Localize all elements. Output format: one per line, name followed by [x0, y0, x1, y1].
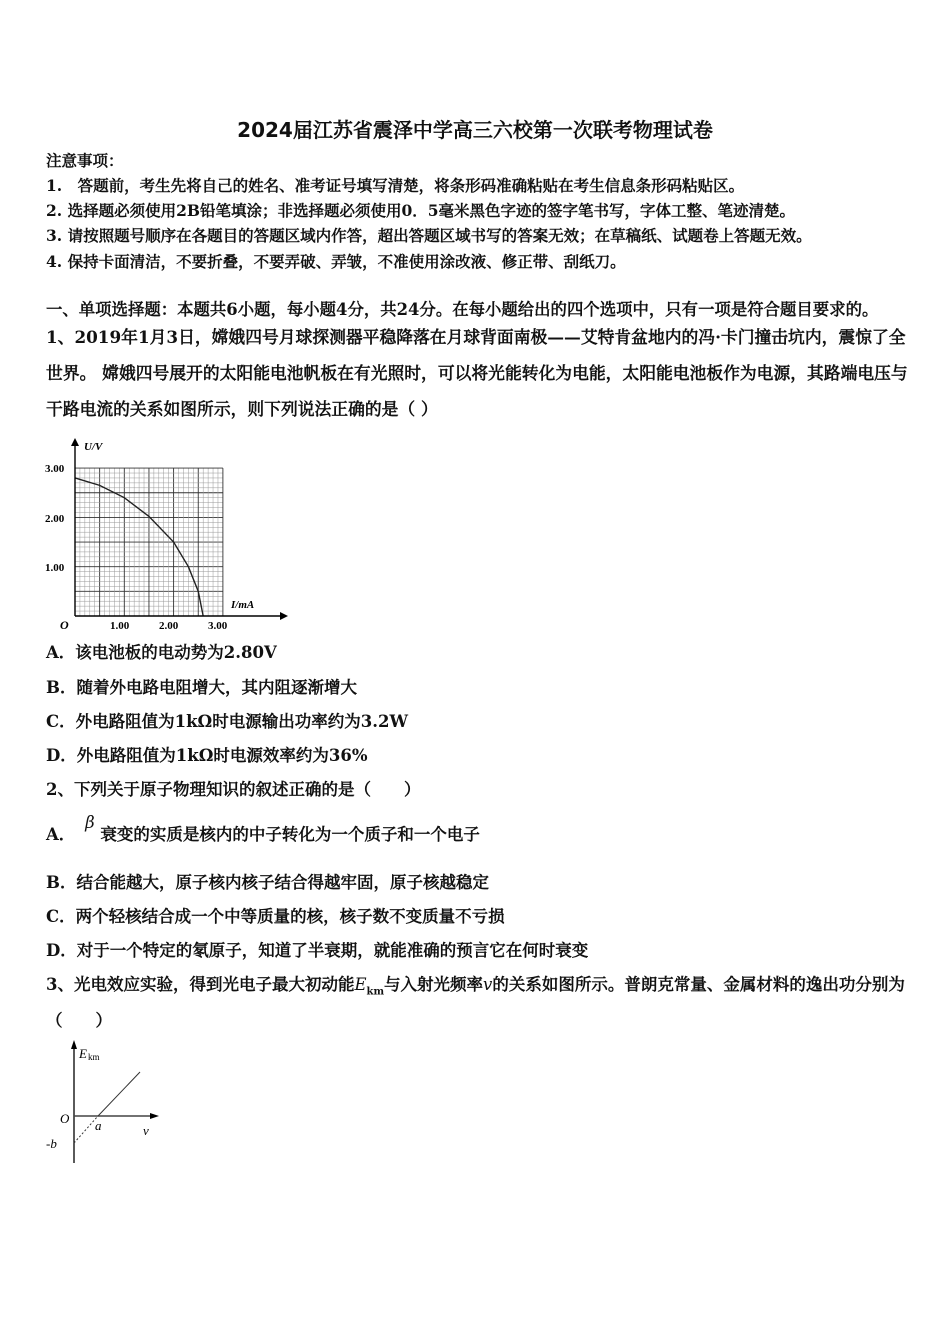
- ekm-v-graph: [40, 1035, 180, 1170]
- x-tick-label: 2.00: [159, 620, 179, 632]
- b-label: -b: [46, 1136, 57, 1151]
- option-text: 衰变的实质是核内的中子转化为一个质子和一个电子: [100, 825, 480, 844]
- x-tick-label: 3.00: [208, 620, 228, 632]
- q2-option-b: B．结合能越大，原子核内核子结合得越牢固，原子核越稳定: [46, 873, 489, 892]
- q1-stem-line: 世界。 嫦娥四号展开的太阳能电池帆板在有光照时，可以将光能转化为电能，太阳能电池板作为电源，其路端电压与: [46, 363, 908, 383]
- graph-line: [98, 1072, 140, 1116]
- q1-option-a: A．该电池板的电动势为2.80V: [46, 643, 277, 662]
- origin-label: O: [60, 1111, 70, 1126]
- note-item: 4. 保持卡面清洁，不要折叠，不要弄破、弄皱，不准使用涂改液、修正带、刮纸刀。: [46, 252, 626, 271]
- notes-heading: 注意事项：: [46, 151, 124, 170]
- y-axis-label: E: [79, 1046, 87, 1061]
- q3-text: 与入射光频率: [384, 975, 484, 994]
- note-item: 1. 答题前，考生先将自己的姓名、准考证号填写清楚，将条形码准确粘贴在考生信息条形码粘贴区。: [46, 176, 745, 195]
- symbol-e: E: [354, 975, 367, 994]
- x-axis-label: v: [143, 1123, 149, 1138]
- subscript-km: km: [366, 986, 385, 998]
- a-label: a: [95, 1118, 102, 1133]
- q3-answer-paren: （ ）: [46, 1011, 112, 1030]
- y-axis-label: U/V: [84, 441, 103, 453]
- u-i-graph: [40, 436, 300, 636]
- section-heading: 一、单项选择题：本题共6小题，每小题4分，共24分。在每小题给出的四个选项中，只有一项是符合题目要求的。: [46, 300, 879, 319]
- x-tick-label: 1.00: [110, 620, 130, 632]
- y-tick-label: 1.00: [45, 562, 65, 574]
- q3-text: 3、光电效应实验，得到光电子最大初动能: [46, 975, 355, 994]
- q3-text: 的关系如图所示。普朗克常量、金属材料的逸出功分别为: [492, 975, 905, 994]
- q1-option-d: D．外电路阻值为1kΩ时电源效率约为36%: [46, 746, 368, 765]
- q1-option-c: C．外电路阻值为1kΩ时电源输出功率约为3.2W: [46, 712, 408, 731]
- q1-option-b: B．随着外电路电阻增大，其内阻逐渐增大: [46, 678, 357, 697]
- q2-option-d: D．对于一个特定的氡原子，知道了半衰期，就能准确的预言它在何时衰变: [46, 941, 589, 960]
- note-item: 3. 请按照题号顺序在各题目的答题区域内作答，超出答题区域书写的答案无效；在草稿纸、试题卷上答题无效。: [46, 226, 812, 245]
- page-title: 2024届江苏省震泽中学高三六校第一次联考物理试卷: [237, 118, 713, 142]
- y-axis-label-sub: km: [88, 1052, 100, 1062]
- x-axis-label: I/mA: [231, 599, 255, 611]
- q1-stem-line: 干路电流的关系如图所示，则下列说法正确的是（ ）: [46, 399, 438, 419]
- q2-option-a: [46, 813, 480, 845]
- note-item: 2. 选择题必须使用2B铅笔填涂；非选择题必须使用0．5毫米黑色字迹的签字笔书写，字体工整、笔迹清楚。: [46, 201, 796, 220]
- q2-stem: 2、下列关于原子物理知识的叙述正确的是（ ）: [46, 780, 421, 799]
- option-label: A．: [46, 825, 76, 844]
- q3-stem: [46, 975, 905, 1002]
- beta-symbol: β: [85, 813, 95, 832]
- origin-label: O: [60, 618, 69, 632]
- q2-option-c: C．两个轻核结合成一个中等质量的核，核子数不变质量不亏损: [46, 907, 505, 926]
- q1-stem-line: 1、2019年1月3日，嫦娥四号月球探测器平稳降落在月球背面南极——艾特肯盆地内的冯·卡门撞击坑内，震惊了全: [46, 327, 906, 347]
- y-tick-label: 3.00: [45, 463, 65, 475]
- symbol-nu: v: [483, 975, 493, 994]
- y-tick-label: 2.00: [45, 513, 65, 525]
